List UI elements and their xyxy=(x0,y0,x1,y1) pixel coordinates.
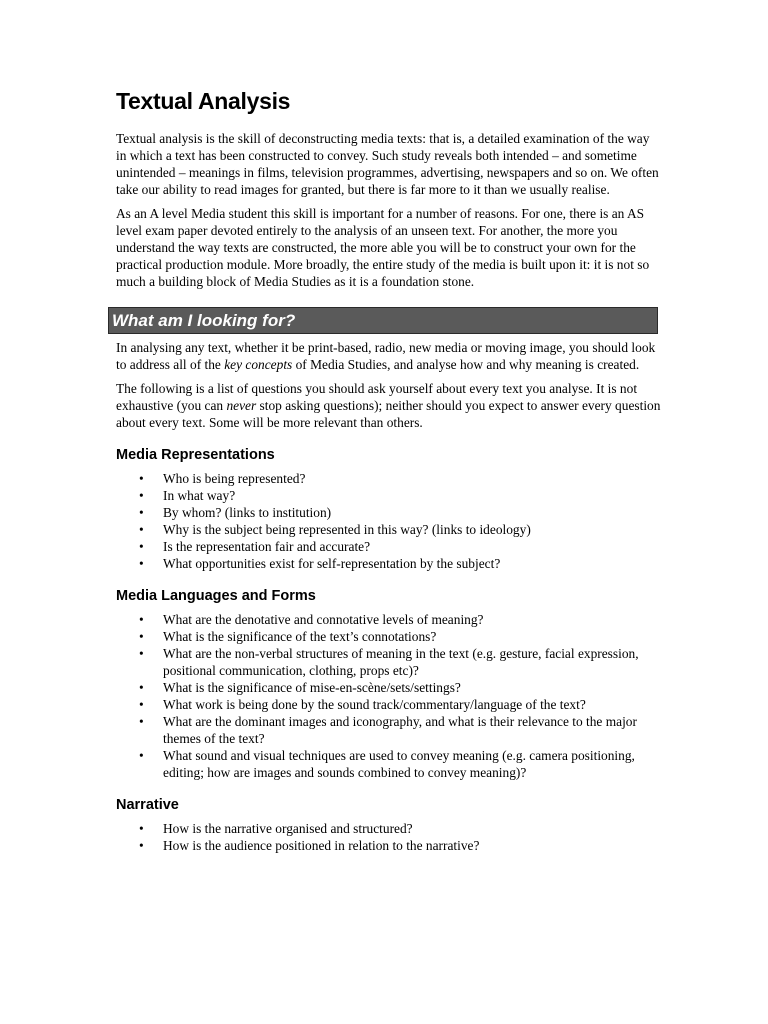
question-list xyxy=(116,820,662,854)
group-heading: Narrative xyxy=(116,797,179,813)
list-item-text: What is the significance of the text’s connotations? xyxy=(163,629,437,644)
list-item-text: What opportunities exist for self-representation by the subject? xyxy=(163,556,501,571)
bullet-icon: • xyxy=(139,697,144,712)
list-item xyxy=(116,696,662,713)
bullet-icon: • xyxy=(139,646,144,661)
intro-paragraph-1: Textual analysis is the skill of deconstructing media texts: that is, a detailed examination of the way in which a text has been constructed to convey. Such study reveals both intended – and sometime unintended – meanings in films, television programmes, advertising, newspapers and so on. We often take our ability to read images for granted, but there is far more to it than we usually realise. xyxy=(116,131,659,197)
list-item-text: What are the denotative and connotative levels of meaning? xyxy=(163,612,484,627)
list-item-text: By whom? (links to institution) xyxy=(163,505,332,520)
list-item xyxy=(116,679,662,696)
list-item xyxy=(116,747,662,781)
question-list xyxy=(116,470,662,572)
list-item-text: How is the audience positioned in relation to the narrative? xyxy=(163,838,480,853)
intro-paragraph-2: As an A level Media student this skill is important for a number of reasons. For one, there is an AS level exam paper devoted entirely to the analysis of an unseen text. For another, the more you understand the way texts are constructed, the more able you will be to construct your own for the practical production module. More broadly, the entire study of the media is built upon it: it is not so much a building block of Media Studies as it is a foundation stone. xyxy=(116,206,650,289)
list-item xyxy=(116,555,662,572)
list-item xyxy=(116,837,662,854)
list-item xyxy=(116,611,662,628)
list-item xyxy=(116,820,662,837)
list-item xyxy=(116,628,662,645)
section-paragraph-2: The following is a list of questions you should ask yourself about every text you analyse. It is not exhaustive (you can never stop asking questions); neither should you expect to answer every question about every text. Some will be more relevant than others. xyxy=(116,381,661,430)
list-item-text: Why is the subject being represented in this way? (links to ideology) xyxy=(163,522,531,537)
bullet-icon: • xyxy=(139,838,144,853)
list-item-text: What work is being done by the sound track/commentary/language of the text? xyxy=(163,697,586,712)
list-item-text: What is the significance of mise-en-scène/sets/settings? xyxy=(163,680,461,695)
list-item xyxy=(116,521,662,538)
section-banner: What am I looking for? xyxy=(108,307,658,334)
bullet-icon: • xyxy=(139,748,144,763)
emphasis-never: never xyxy=(226,398,257,413)
list-item-text: What sound and visual techniques are used to convey meaning (e.g. camera positioning, editing; how are images and sounds combined to convey meaning)? xyxy=(163,748,635,780)
list-item xyxy=(116,645,662,679)
bullet-icon: • xyxy=(139,471,144,486)
bullet-icon: • xyxy=(139,488,144,503)
list-item-text: In what way? xyxy=(163,488,236,503)
bullet-icon: • xyxy=(139,629,144,644)
emphasis-key-concepts: key concepts xyxy=(224,357,293,372)
bullet-icon: • xyxy=(139,612,144,627)
page-title: Textual Analysis xyxy=(116,88,291,114)
list-item-text: What are the dominant images and iconography, and what is their relevance to the major themes of the text? xyxy=(163,714,637,746)
group-heading: Media Representations xyxy=(116,447,275,463)
list-item xyxy=(116,538,662,555)
list-item xyxy=(116,504,662,521)
list-item xyxy=(116,470,662,487)
list-item-text: Who is being represented? xyxy=(163,471,306,486)
question-list xyxy=(116,611,662,781)
list-item xyxy=(116,713,662,747)
list-item-text: Is the representation fair and accurate? xyxy=(163,539,371,554)
bullet-icon: • xyxy=(139,556,144,571)
bullet-icon: • xyxy=(139,539,144,554)
list-item-text: What are the non-verbal structures of meaning in the text (e.g. gesture, facial expression, positional communication, clothing, props etc)? xyxy=(163,646,639,678)
bullet-icon: • xyxy=(139,714,144,729)
group-heading: Media Languages and Forms xyxy=(116,588,316,604)
list-item-text: How is the narrative organised and structured? xyxy=(163,821,413,836)
bullet-icon: • xyxy=(139,505,144,520)
list-item xyxy=(116,487,662,504)
bullet-icon: • xyxy=(139,522,144,537)
section-paragraph-1: In analysing any text, whether it be print-based, radio, new media or moving image, you should look to address all of the key concepts of Media Studies, and analyse how and why meaning is created. xyxy=(116,340,656,372)
question-groups xyxy=(116,446,662,854)
document-page xyxy=(112,86,662,854)
bullet-icon: • xyxy=(139,680,144,695)
bullet-icon: • xyxy=(139,821,144,836)
